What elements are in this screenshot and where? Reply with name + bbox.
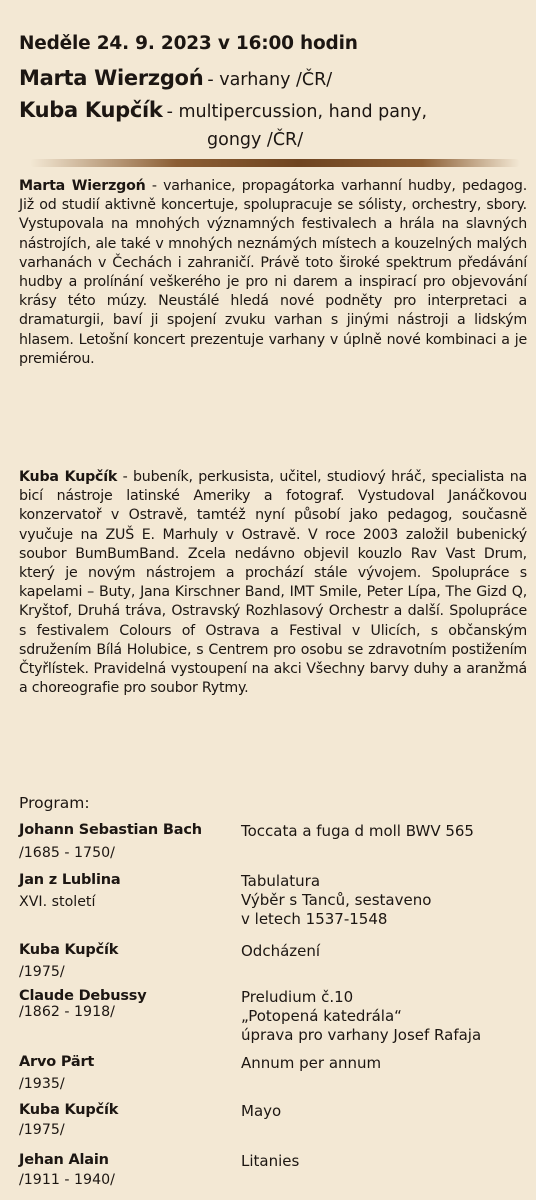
program-work-line: Preludium č.10 bbox=[241, 988, 354, 1006]
program-composer-years: /1685 - 1750/ bbox=[19, 845, 115, 861]
decorative-divider bbox=[30, 159, 520, 167]
program-composer-years: /1975/ bbox=[19, 964, 65, 980]
performer-2-name: Kuba Kupčík bbox=[19, 98, 163, 122]
performer-2 bbox=[19, 98, 427, 122]
bio-kuba-text: - bubeník, perkusista, učitel, studiový hráč, specialista na bicí nástroje latinské Ameriky a fotograf. Vystudoval Janáčkovou konzervatoř v Ostravě, tamtéž nyní působí jako pedagog, současně vyučuje na ZUŠ E. Marhuly v Ostravě. V roce 2003 založil bubenický soubor BumBumBand. Zcela nedávno objevil kouzlo Rav Vast Drum, který je novým nástrojem a prochází stále vývojem. Spolupráce s kapelami – Buty, Jana Kirschner Band, IMT Smile, Peter Lípa, The Gizd Q, Kryštof, Druhá tráva, Ostravský Rozhlasový Orchestr a další. Spolupráce s festivalem Colours of Ostrava a Festival v Ulicích, s občanským sdružením Bílá Holubice, s Centrem pro osobu se zdravotním postižením Čtyřlístek. Pravidelná vystoupení na akci Všechny barvy duhy a aranžmá a choreografie pro soubor Rytmy. bbox=[19, 469, 527, 697]
program-composer-years: /1975/ bbox=[19, 1122, 65, 1138]
performer-2-role: - multipercussion, hand pany, bbox=[166, 102, 428, 122]
program-work-line: Tabulatura bbox=[241, 872, 321, 890]
program-work bbox=[241, 872, 431, 929]
program-work-line: Annum per annum bbox=[241, 1054, 382, 1072]
program-composer: Arvo Pärt bbox=[19, 1054, 95, 1070]
program-work-line: v letech 1537-1548 bbox=[241, 910, 388, 928]
performer-1-role: - varhany /ČR/ bbox=[207, 70, 333, 90]
program-composer: Johann Sebastian Bach bbox=[19, 822, 202, 838]
program-work-line: Toccata a fuga d moll BWV 565 bbox=[241, 822, 474, 840]
program-work bbox=[241, 1054, 381, 1073]
performer-2-role-continued: gongy /ČR/ bbox=[207, 130, 304, 150]
bio-kuba bbox=[19, 468, 527, 698]
bio-marta-name: Marta Wierzgoń bbox=[19, 178, 146, 194]
program-composer: Jan z Lublina bbox=[19, 872, 121, 888]
program-composer: Kuba Kupčík bbox=[19, 1102, 119, 1118]
program-composer-years: /1862 - 1918/ bbox=[19, 1004, 115, 1020]
program-work-line: Výběr s Tanců, sestaveno bbox=[241, 891, 432, 909]
performer-1 bbox=[19, 66, 332, 90]
program-work-line: Mayo bbox=[241, 1102, 282, 1120]
performer-1-name: Marta Wierzgoń bbox=[19, 66, 204, 90]
program-work bbox=[241, 942, 320, 961]
program-work-line: Litanies bbox=[241, 1152, 300, 1170]
program-work-line: úprava pro varhany Josef Rafaja bbox=[241, 1026, 482, 1044]
program-heading: Program: bbox=[19, 794, 90, 812]
program-work-line: „Potopená katedrála“ bbox=[241, 1007, 402, 1025]
concert-date: Neděle 24. 9. 2023 v 16:00 hodin bbox=[19, 33, 358, 54]
program-composer-years: XVI. století bbox=[19, 894, 96, 910]
bio-kuba-name: Kuba Kupčík bbox=[19, 469, 118, 485]
program-composer: Claude Debussy bbox=[19, 988, 147, 1004]
bio-marta-text: - varhanice, propagátorka varhanní hudby, pedagog. Již od studií aktivně koncertuje, spolupracuje se sólisty, orchestry, sbory. Vystupovala na mnohých významných festivalech a hrála na slavných nástrojích, ale také v mnohých neznámých místech a kouzelných malých varhanách v Čechách i zahraničí. Právě toto široké spektrum předávání hudby a prolínání veškerého je pro ni darem a inspirací pro objevování krásy této múzy. Neustálé hledá nové podněty pro interpretaci a dramaturgii, baví ji spojení zvuku varhan s jinými nástroji a lidským hlasem. Letošní koncert prezentuje varhany v úplně nové kombinaci a je premiérou. bbox=[19, 178, 527, 367]
program-composer-years: /1935/ bbox=[19, 1076, 65, 1092]
program-work bbox=[241, 822, 474, 841]
program-work-line: Odcházení bbox=[241, 942, 321, 960]
program-composer: Jehan Alain bbox=[19, 1152, 109, 1168]
program-composer-years: /1911 - 1940/ bbox=[19, 1172, 115, 1188]
program-work bbox=[241, 988, 481, 1045]
program-work bbox=[241, 1102, 281, 1121]
program-composer: Kuba Kupčík bbox=[19, 942, 119, 958]
bio-marta bbox=[19, 177, 527, 369]
program-work bbox=[241, 1152, 299, 1171]
